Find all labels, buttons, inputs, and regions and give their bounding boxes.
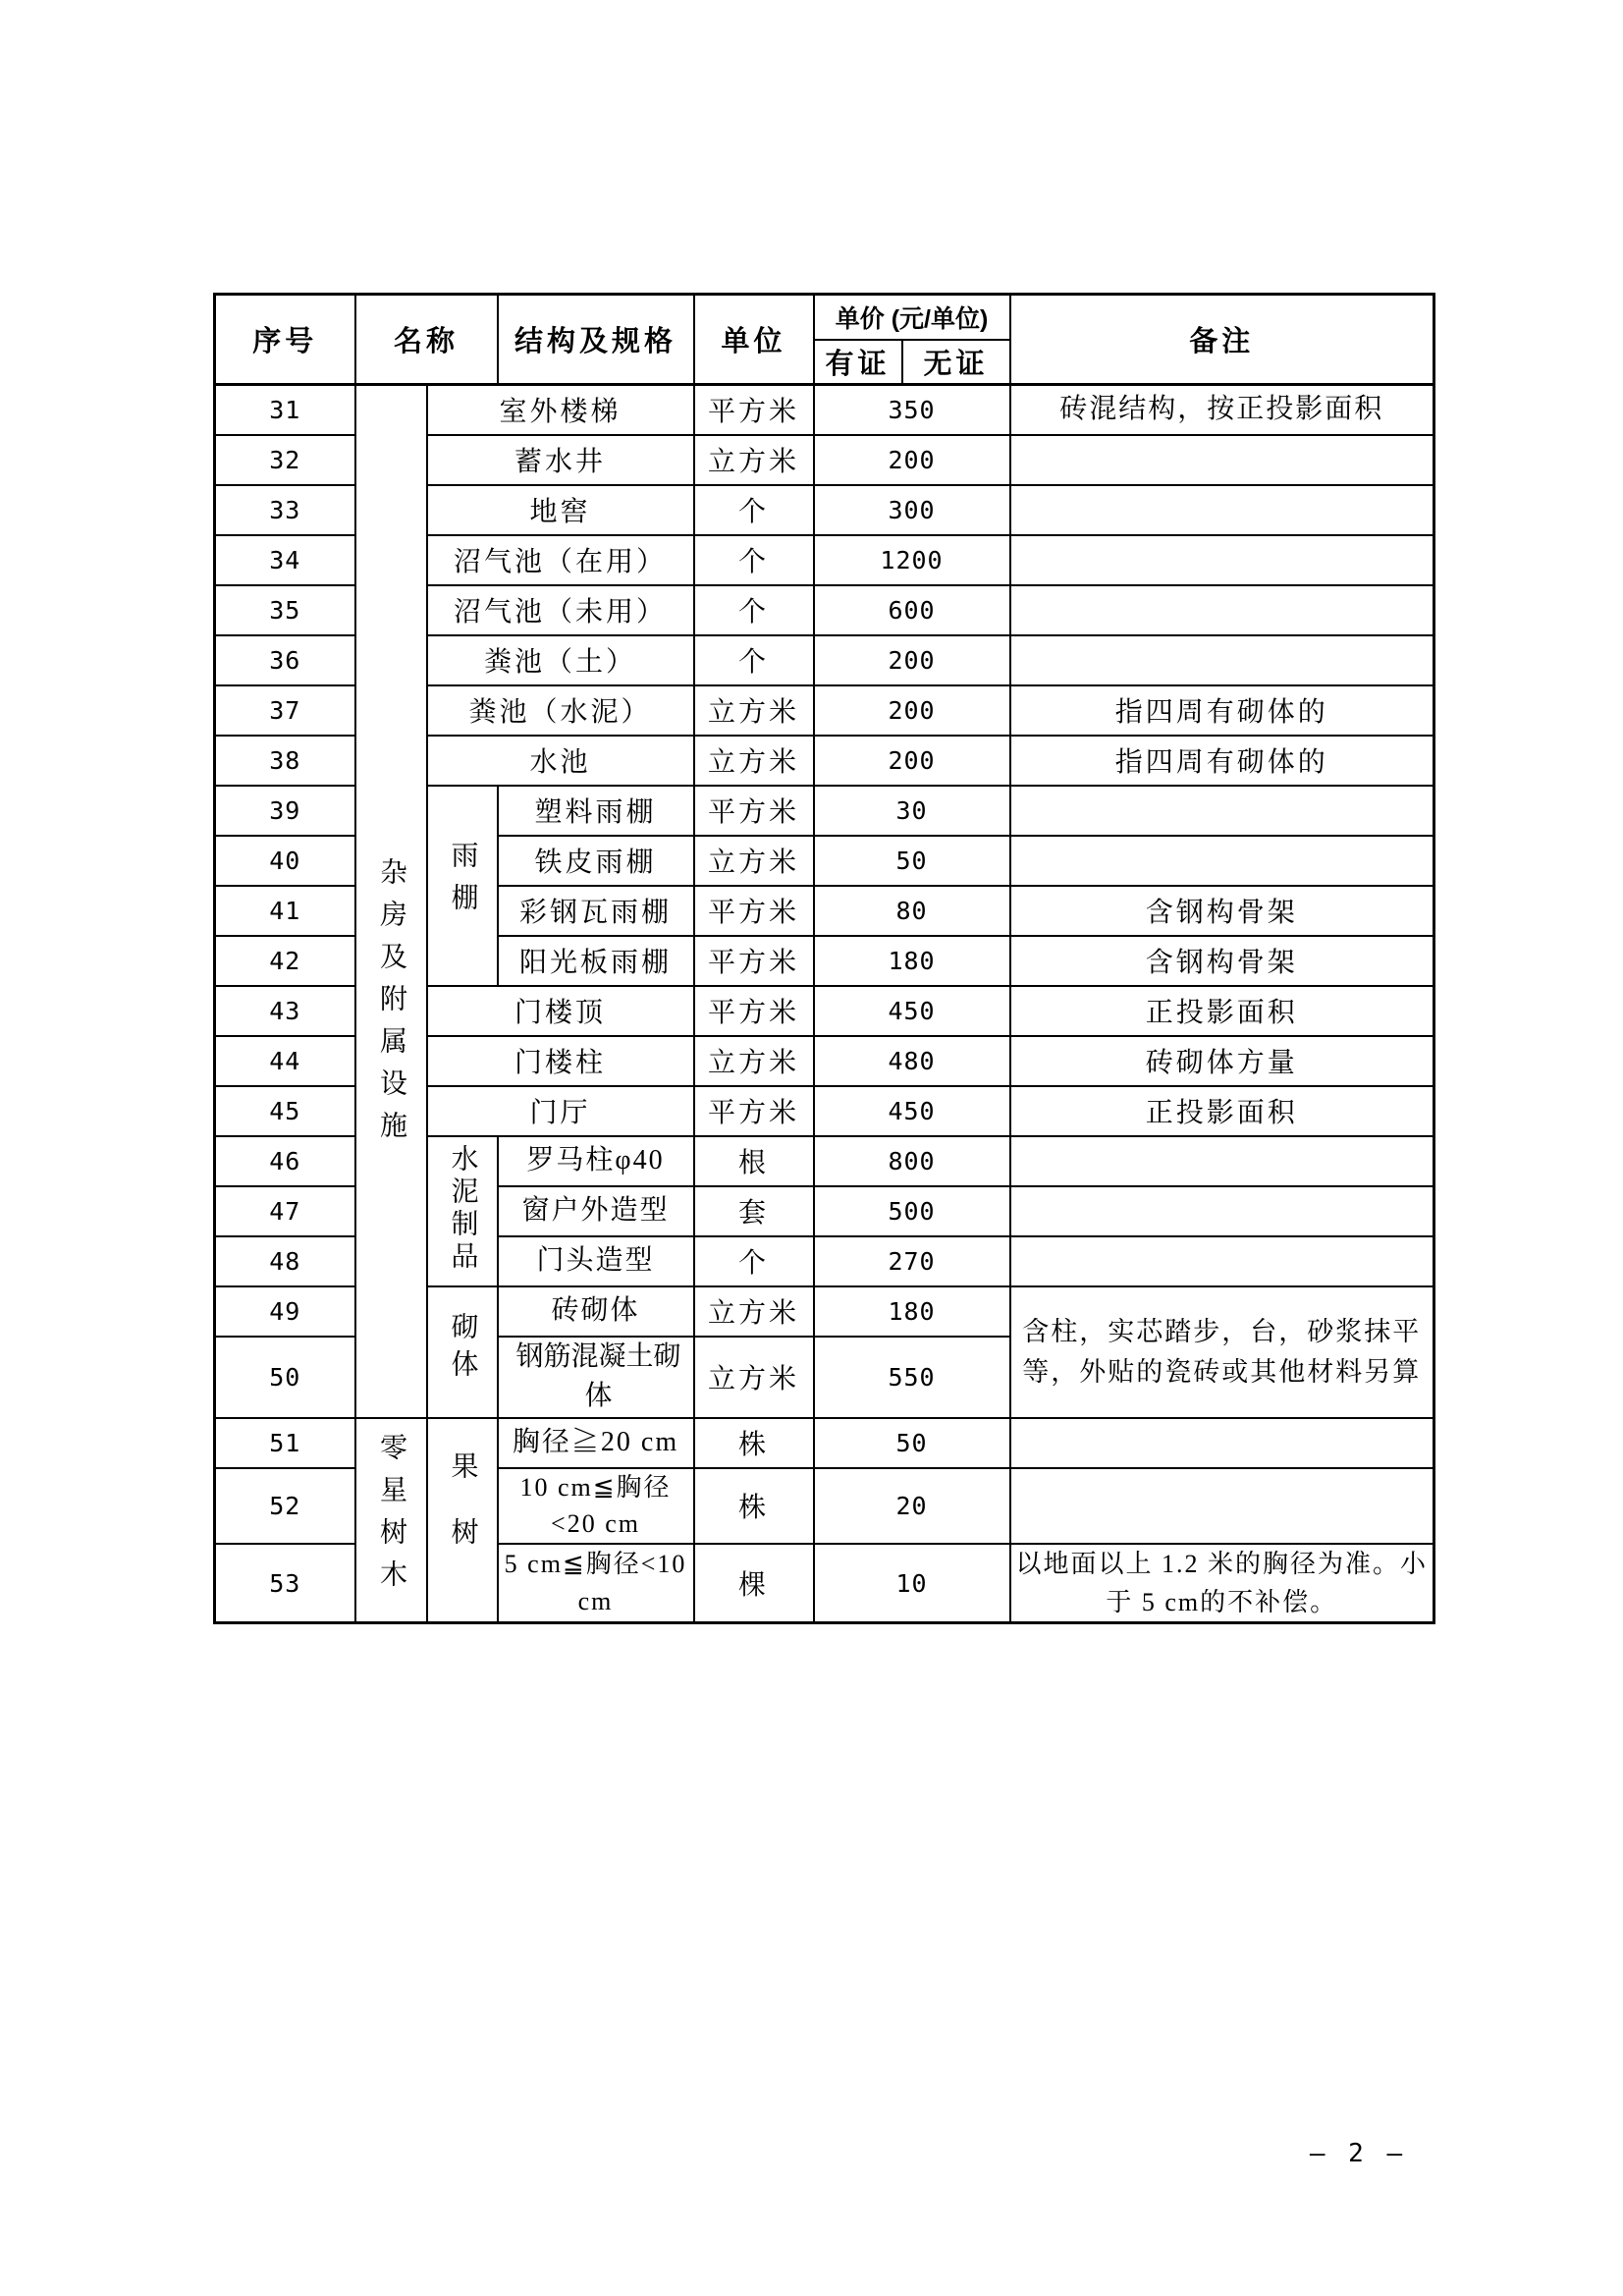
spec-cell: 10 cm≦胸径<20 cm bbox=[498, 1468, 694, 1544]
price-cell: 450 bbox=[814, 1086, 1010, 1136]
remark-cell: 正投影面积 bbox=[1010, 1086, 1434, 1136]
price-cell: 50 bbox=[814, 1418, 1010, 1468]
spec-cell: 钢筋混凝土砌体 bbox=[498, 1337, 694, 1418]
remark-cell bbox=[1010, 585, 1434, 635]
unit-cell: 套 bbox=[694, 1186, 814, 1236]
price-cell: 350 bbox=[814, 385, 1010, 435]
remark-cell bbox=[1010, 786, 1434, 836]
col-header-spec: 结构及规格 bbox=[498, 295, 694, 385]
unit-cell: 株 bbox=[694, 1468, 814, 1544]
row-no-cell: 44 bbox=[215, 1036, 355, 1086]
remark-cell: 指四周有砌体的 bbox=[1010, 736, 1434, 786]
unit-cell: 棵 bbox=[694, 1544, 814, 1623]
unit-cell: 平方米 bbox=[694, 986, 814, 1036]
spec-cell: 塑料雨棚 bbox=[498, 786, 694, 836]
unit-cell: 立方米 bbox=[694, 1337, 814, 1418]
remark-cell bbox=[1010, 535, 1434, 585]
remark-cell bbox=[1010, 435, 1434, 485]
spec-cell: 门头造型 bbox=[498, 1236, 694, 1286]
row-no-cell: 51 bbox=[215, 1418, 355, 1468]
price-cell: 480 bbox=[814, 1036, 1010, 1086]
remark-cell: 以地面以上 1.2 米的胸径为准。小于 5 cm的不补偿。 bbox=[1010, 1544, 1434, 1623]
unit-cell: 个 bbox=[694, 1236, 814, 1286]
header-row-1 bbox=[215, 295, 1434, 340]
remark-cell bbox=[1010, 836, 1434, 886]
price-cell: 20 bbox=[814, 1468, 1010, 1544]
row-no-cell: 32 bbox=[215, 435, 355, 485]
unit-cell: 平方米 bbox=[694, 1086, 814, 1136]
price-cell: 180 bbox=[814, 1286, 1010, 1337]
compensation-price-table bbox=[213, 293, 1435, 1624]
row-no-cell: 42 bbox=[215, 936, 355, 986]
subgroup-cement-cell: 水泥制品 bbox=[427, 1136, 498, 1286]
remark-cell: 正投影面积 bbox=[1010, 986, 1434, 1036]
spec-cell: 水池 bbox=[427, 736, 694, 786]
price-cell: 800 bbox=[814, 1136, 1010, 1186]
unit-cell: 立方米 bbox=[694, 685, 814, 736]
table-row bbox=[215, 1418, 1434, 1468]
page-number: — 2 — bbox=[1309, 2139, 1407, 2168]
price-cell: 50 bbox=[814, 836, 1010, 886]
row-no-cell: 45 bbox=[215, 1086, 355, 1136]
unit-cell: 立方米 bbox=[694, 836, 814, 886]
unit-cell: 平方米 bbox=[694, 936, 814, 986]
spec-cell: 粪池（水泥） bbox=[427, 685, 694, 736]
price-cell: 200 bbox=[814, 635, 1010, 685]
unit-cell: 株 bbox=[694, 1418, 814, 1468]
unit-cell: 立方米 bbox=[694, 1286, 814, 1337]
row-no-cell: 46 bbox=[215, 1136, 355, 1186]
spec-cell: 蓄水井 bbox=[427, 435, 694, 485]
price-cell: 200 bbox=[814, 736, 1010, 786]
spec-cell: 沼气池（在用） bbox=[427, 535, 694, 585]
spec-cell: 铁皮雨棚 bbox=[498, 836, 694, 886]
row-no-cell: 34 bbox=[215, 535, 355, 585]
remark-cell: 含钢构骨架 bbox=[1010, 936, 1434, 986]
col-header-name: 名称 bbox=[355, 295, 498, 385]
price-cell: 30 bbox=[814, 786, 1010, 836]
remark-cell bbox=[1010, 1418, 1434, 1468]
remark-cell bbox=[1010, 485, 1434, 535]
spec-cell: 沼气池（未用） bbox=[427, 585, 694, 635]
row-no-cell: 39 bbox=[215, 786, 355, 836]
spec-cell: 门楼顶 bbox=[427, 986, 694, 1036]
unit-cell: 平方米 bbox=[694, 385, 814, 435]
remark-cell: 含柱，实芯踏步，台，砂浆抹平等，外贴的瓷砖或其他材料另算 bbox=[1010, 1286, 1434, 1418]
remark-cell bbox=[1010, 1236, 1434, 1286]
unit-cell: 根 bbox=[694, 1136, 814, 1186]
subgroup-fruit-cell: 果树 bbox=[427, 1418, 498, 1623]
unit-cell: 立方米 bbox=[694, 1036, 814, 1086]
unit-cell: 个 bbox=[694, 585, 814, 635]
spec-cell: 阳光板雨棚 bbox=[498, 936, 694, 986]
unit-cell: 平方米 bbox=[694, 886, 814, 936]
group-misc-cell: 杂房及附属设施 bbox=[355, 385, 427, 1418]
price-cell: 200 bbox=[814, 685, 1010, 736]
remark-cell: 含钢构骨架 bbox=[1010, 886, 1434, 936]
row-no-cell: 36 bbox=[215, 635, 355, 685]
unit-cell: 平方米 bbox=[694, 786, 814, 836]
row-no-cell: 48 bbox=[215, 1236, 355, 1286]
price-cell: 10 bbox=[814, 1544, 1010, 1623]
price-cell: 80 bbox=[814, 886, 1010, 936]
row-no-cell: 52 bbox=[215, 1468, 355, 1544]
remark-cell: 砖砌体方量 bbox=[1010, 1036, 1434, 1086]
subgroup-masonry-cell: 砌体 bbox=[427, 1286, 498, 1418]
col-header-price: 单价 (元/单位) bbox=[814, 295, 1010, 340]
row-no-cell: 53 bbox=[215, 1544, 355, 1623]
row-no-cell: 40 bbox=[215, 836, 355, 886]
remark-cell bbox=[1010, 1136, 1434, 1186]
row-no-cell: 41 bbox=[215, 886, 355, 936]
col-header-licensed: 有证 bbox=[814, 340, 902, 385]
row-no-cell: 38 bbox=[215, 736, 355, 786]
price-cell: 180 bbox=[814, 936, 1010, 986]
spec-cell: 5 cm≦胸径<10 cm bbox=[498, 1544, 694, 1623]
unit-cell: 个 bbox=[694, 485, 814, 535]
table-row bbox=[215, 385, 1434, 435]
spec-cell: 门厅 bbox=[427, 1086, 694, 1136]
spec-cell: 窗户外造型 bbox=[498, 1186, 694, 1236]
group-trees-cell: 零星树木 bbox=[355, 1418, 427, 1623]
spec-cell: 胸径≧20 cm bbox=[498, 1418, 694, 1468]
spec-cell: 彩钢瓦雨棚 bbox=[498, 886, 694, 936]
spec-cell: 罗马柱φ40 bbox=[498, 1136, 694, 1186]
price-cell: 200 bbox=[814, 435, 1010, 485]
row-no-cell: 31 bbox=[215, 385, 355, 435]
price-cell: 500 bbox=[814, 1186, 1010, 1236]
unit-cell: 立方米 bbox=[694, 736, 814, 786]
remark-cell bbox=[1010, 635, 1434, 685]
row-no-cell: 47 bbox=[215, 1186, 355, 1236]
row-no-cell: 37 bbox=[215, 685, 355, 736]
remark-cell: 指四周有砌体的 bbox=[1010, 685, 1434, 736]
col-header-remark: 备注 bbox=[1010, 295, 1434, 385]
spec-cell: 砖砌体 bbox=[498, 1286, 694, 1337]
col-header-unlicensed: 无证 bbox=[902, 340, 1010, 385]
row-no-cell: 50 bbox=[215, 1337, 355, 1418]
spec-cell: 室外楼梯 bbox=[427, 385, 694, 435]
price-cell: 300 bbox=[814, 485, 1010, 535]
remark-cell bbox=[1010, 1186, 1434, 1236]
subgroup-canopy-cell: 雨棚 bbox=[427, 786, 498, 986]
price-cell: 270 bbox=[814, 1236, 1010, 1286]
price-cell: 450 bbox=[814, 986, 1010, 1036]
unit-cell: 个 bbox=[694, 535, 814, 585]
spec-cell: 地窖 bbox=[427, 485, 694, 535]
row-no-cell: 49 bbox=[215, 1286, 355, 1337]
price-cell: 600 bbox=[814, 585, 1010, 635]
remark-cell: 砖混结构，按正投影面积 bbox=[1010, 385, 1434, 435]
spec-cell: 粪池（土） bbox=[427, 635, 694, 685]
price-cell: 550 bbox=[814, 1337, 1010, 1418]
remark-cell bbox=[1010, 1468, 1434, 1544]
price-cell: 1200 bbox=[814, 535, 1010, 585]
row-no-cell: 33 bbox=[215, 485, 355, 535]
unit-cell: 立方米 bbox=[694, 435, 814, 485]
col-header-unit: 单位 bbox=[694, 295, 814, 385]
col-header-no: 序号 bbox=[215, 295, 355, 385]
row-no-cell: 43 bbox=[215, 986, 355, 1036]
unit-cell: 个 bbox=[694, 635, 814, 685]
row-no-cell: 35 bbox=[215, 585, 355, 635]
spec-cell: 门楼柱 bbox=[427, 1036, 694, 1086]
